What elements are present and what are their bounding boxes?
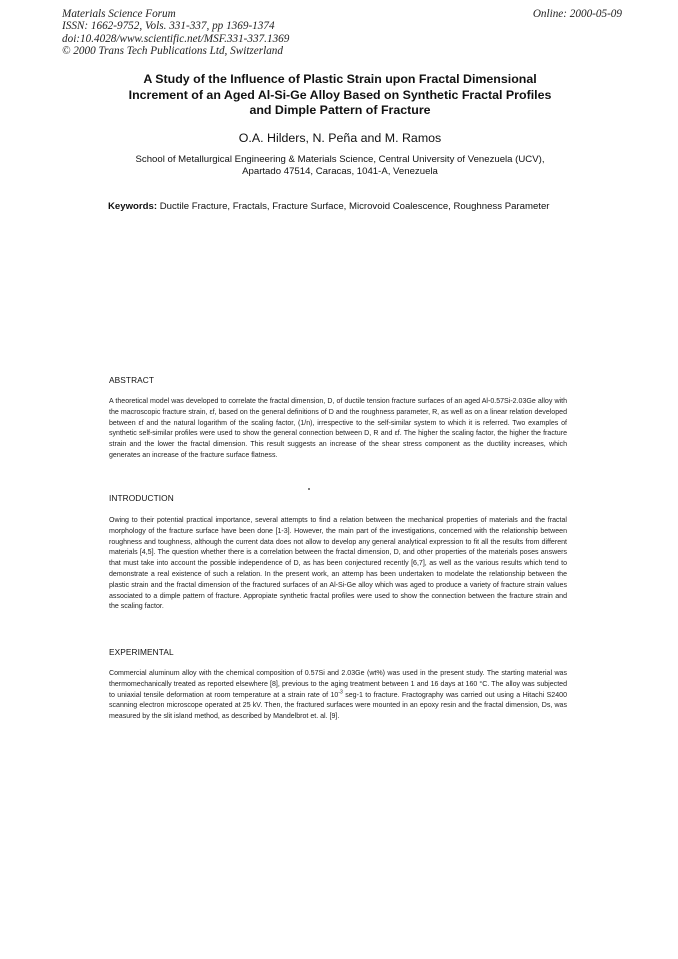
introduction-text: Owing to their potential practical importance, several attempts to find a relation between the mechanical properties of materials and the fractal morphology of the fracture surface have been done [1-3]. However, the main part of the investigations, concerned with the relationship between roughness and toughness, although the current data does not allow to develop any general analytical expression to fit all the results from different materials [4,5]. The question whether there is a correlation between the fractal dimension, D, and other properties of the materials poses answers that must take into account the possible independence of D, as has been conjectured recently [6,7], as well as the various results which tend to demonstrate a real existence of such a relation. In the present work, an attemp has been undertaken to modelate the relationship between the plastic strain and the fractal dimension of the fractured surfaces of an Al-Si-Ge alloy which was aged to produce a variety of fracture strain values associated to a dimple pattern of fracture. Appropiate synthetic fractal profiles were used to show the connection between the fracture strain and the scaling factor. — [109, 517, 567, 611]
experimental-text-part: Commercial aluminum alloy with the chemical composition of 0.57Si and 2.03Ge (wt%) was used in the present study. The starting material was thermomechanically treated as reported elsewhere [8], previous to the aging treatment between 1 and 16 days at 160 °C. The alloy was subjected to uniaxial tensile deformation at room temperature at a strain rate of 10 — [109, 670, 567, 699]
affiliation-line: School of Metallurgical Engineering & Materials Science, Central University of Venezuela (UCV), — [135, 154, 545, 165]
issn-line: ISSN: 1662-9752, Vols. 331-337, pp 1369-1374 — [62, 20, 275, 33]
keywords-label: Keywords: — [108, 201, 158, 212]
doi-line: doi:10.4028/www.scientific.net/MSF.331-337.1369 — [62, 32, 290, 45]
title-line: Increment of an Aged Al-Si-Ge Alloy Based on Synthetic Fractal Profiles — [128, 87, 552, 102]
online-date: Online: 2000-05-09 — [532, 8, 622, 20]
introduction-heading: INTRODUCTION — [109, 493, 174, 503]
keywords-text: Ductile Fracture, Fractals, Fracture Surface, Microvoid Coalescence, Roughness Parameter — [159, 201, 550, 212]
experimental-heading: EXPERIMENTAL — [109, 647, 174, 657]
affiliation-line: Apartado 47514, Caracas, 1041-A, Venezuela — [242, 166, 438, 178]
journal-header — [62, 8, 622, 57]
experimental-text — [109, 669, 567, 723]
journal-name: Materials Science Forum — [62, 8, 176, 20]
paper-title — [60, 72, 620, 119]
experimental-text-part: seg-1 to fracture. Fractography was carried out using a Hitachi S2400 scanning electron microscope operated at 25 kV. Then, the fractured surfaces were mounted in an epoxy resin and the fractal dimension, Ds, was measured by the slit island method, as described by Mandelbrot et. al. [9]. — [109, 691, 567, 721]
affiliation — [88, 154, 592, 179]
keywords — [108, 201, 568, 213]
exponent: -3 — [338, 689, 343, 696]
authors: O.A. Hilders, N. Peña and M. Ramos — [238, 131, 442, 145]
stray-mark — [308, 488, 310, 490]
copyright-line: © 2000 Trans Tech Publications Ltd, Switzerland — [62, 44, 283, 57]
abstract-heading: ABSTRACT — [109, 375, 155, 385]
title-line: and Dimple Pattern of Fracture — [249, 103, 431, 117]
abstract-text: A theoretical model was developed to correlate the fractal dimension, D, of ductile tension fracture surfaces of an aged Al-0.57Si-2.03Ge alloy with the macroscopic fracture strain, εf, based on the general definitions of D and the roughness parameter, R, as well as on a linear relation developed between εf and the natural logarithm of the scaling factor, (1/n), irrespective to the self-similar system to which it is referred. Two examples of synthetic self-similar profiles were used to show the general connection between D, R and εf. The higher the scaling factor, the higher the fracture strain and the lower the fractal dimension. This result suggests an increase of the shear stress component as the ductility increases, which generates an increase of the fracture surface flatness. — [109, 398, 567, 459]
title-line: A Study of the Influence of Plastic Strain upon Fractal Dimensional — [143, 72, 537, 86]
